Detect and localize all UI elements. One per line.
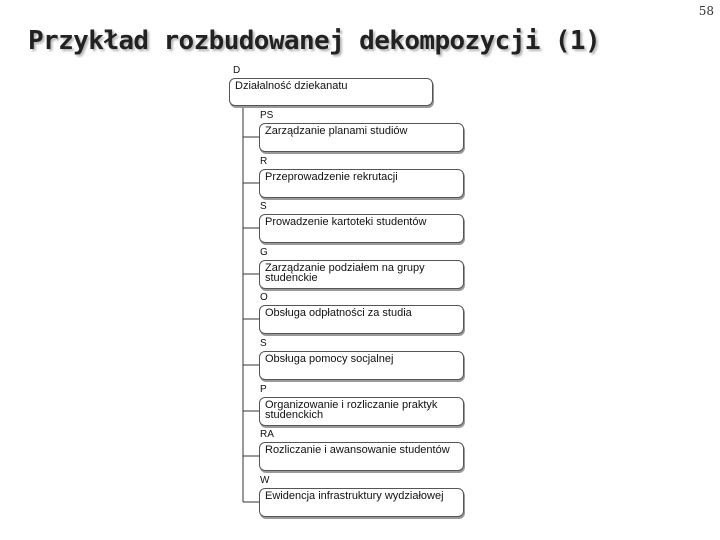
child-label: Prowadzenie kartoteki studentów — [265, 216, 427, 228]
page-number: 58 — [698, 4, 714, 18]
child-node[interactable] — [259, 442, 464, 471]
child-label: Przeprowadzenie rekrutacji — [265, 171, 398, 183]
child-code: PS — [260, 110, 274, 121]
child-label: Obsługa pomocy socjalnej — [265, 353, 394, 365]
child-code: R — [260, 156, 268, 167]
child-code: S — [260, 201, 267, 212]
child-label: Zarządzanie podziałem na grupy studenckie — [265, 262, 425, 284]
child-node[interactable] — [259, 305, 464, 334]
child-node[interactable] — [259, 214, 464, 243]
root-node[interactable] — [229, 78, 433, 106]
child-label: Organizowanie i rozliczanie praktyk studenckich — [265, 399, 438, 421]
child-node[interactable] — [259, 397, 464, 426]
child-code: P — [260, 384, 267, 395]
child-label: Obsługa odpłatności za studia — [265, 307, 412, 319]
child-code: S — [260, 338, 267, 349]
root-label: Działalność dziekanatu — [235, 80, 348, 92]
child-node[interactable] — [259, 488, 464, 517]
child-code: RA — [260, 429, 274, 440]
child-label: Rozliczanie i awansowanie studentów — [265, 444, 450, 456]
child-node[interactable] — [259, 169, 464, 198]
slide-title: Przykład rozbudowanej dekompozycji (1) — [28, 26, 601, 56]
child-code: W — [260, 475, 270, 486]
root-code: D — [233, 65, 241, 76]
child-label: Zarządzanie planami studiów — [265, 125, 408, 137]
child-node[interactable] — [259, 123, 464, 152]
child-label: Ewidencja infrastruktury wydziałowej — [265, 490, 444, 502]
child-node[interactable] — [259, 260, 464, 289]
child-node[interactable] — [259, 351, 464, 380]
child-code: G — [260, 247, 268, 258]
child-code: O — [260, 292, 268, 303]
